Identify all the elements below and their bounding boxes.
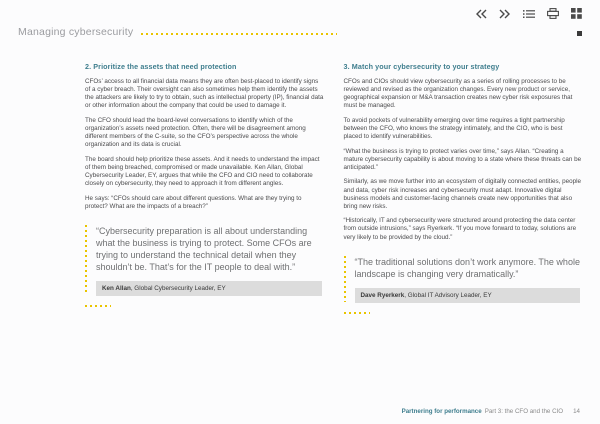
pull-quote-right — [344, 254, 583, 303]
double-chevron-right-icon[interactable] — [497, 7, 512, 20]
grid-view-icon[interactable] — [569, 7, 584, 20]
title-dotted-rule — [141, 33, 337, 35]
footer-report-title: Partnering for performance — [401, 408, 482, 415]
attribution-name: Ken Allan — [102, 284, 131, 292]
viewer-toolbar — [473, 7, 584, 20]
page-header — [18, 26, 570, 38]
quote-text: “Cybersecurity preparation is all about understanding what the business is trying to protect. Some CFOs are trying to understand the technical detail when they shouldn’t be. That’s for the IT people to deal with.” — [96, 225, 312, 272]
quote-dotted-rule — [85, 225, 87, 295]
column-left — [85, 62, 324, 314]
dotted-rule-short — [344, 312, 370, 314]
pull-quote-left — [85, 223, 324, 296]
page-title: Managing cybersecurity — [18, 26, 134, 38]
dotted-rule-short — [85, 305, 111, 307]
corner-marker — [577, 31, 582, 36]
attribution-name: Dave Ryerkerk — [360, 291, 405, 299]
footer-section-title: Part 3: the CFO and the CIO — [484, 408, 564, 415]
contents-list-icon[interactable] — [521, 7, 536, 20]
double-chevron-left-icon[interactable] — [473, 7, 488, 20]
attribution-role: , Global Cybersecurity Leader, EY — [130, 284, 226, 292]
section-heading-right: 3. Match your cybersecurity to your strategy — [343, 62, 500, 71]
quote-attribution — [355, 288, 581, 303]
attribution-role: , Global IT Advisory Leader, EY — [404, 291, 492, 299]
paragraph: CFOs’ access to all financial data means they are often best-placed to identify signs of a cyber breach. Their oversight can also sometimes help them identify the assets the attackers are likely to try to obtain, such as intellectual property (IP), financial data or other information about the company that could be used to damage it. — [85, 78, 324, 110]
paragraph: To avoid pockets of vulnerability emerging over time requires a tight partnership between the CFO, who knows the strategy intimately, and the CIO, who is best placed to identify vulnerabilities. — [343, 116, 565, 141]
paragraph: The board should help prioritize these assets. And it needs to understand the impact of them being breached, compromised or made unavailable. Ken Allan, Global Cybersecurity Leader, EY, argues that while the CFO and CIO need to collaborate closely on cybersecurity, they need to approach it from different angles. — [85, 155, 320, 188]
paragraph: “Historically, IT and cybersecurity were structured around protecting the data center from outside intrusions,” says Ryerkerk. “If you move forward to today, solutions are very likely to be provided by the cloud.” — [343, 217, 577, 241]
print-icon[interactable] — [545, 7, 560, 20]
paragraph: The CFO should lead the board-level conversations to identify which of the organization’s assets need protection. Often, there will be disagreement among different members of the C-suite, so the CFO’s perspective across the whole organization and its data is crucial. — [85, 116, 306, 149]
content-columns — [85, 62, 582, 314]
quote-attribution — [96, 281, 322, 296]
page-footer — [402, 408, 580, 415]
column-right — [344, 62, 583, 314]
page-number: 14 — [573, 408, 580, 415]
paragraph: “What the business is trying to protect varies over time,” says Allan. “Creating a mature cybersecurity capability is about moving to a state where these threats can be anticipated.” — [343, 147, 582, 171]
paragraph: CFOs and CIOs should view cybersecurity as a series of rolling processes to be reviewed and revised as the organization changes. Every new product or service, geographical expansion or M&A transaction creates new cyber risk exposures that must be managed. — [343, 78, 573, 110]
quote-dotted-rule — [344, 256, 346, 302]
section-heading-left: 2. Prioritize the assets that need protection — [85, 62, 237, 71]
quote-text: “The traditional solutions don’t work anymore. The whole landscape is changing very dramatically.” — [354, 256, 580, 279]
paragraph: Similarly, as we move further into an ecosystem of digitally connected entities, people and data, cyber risk increases and cybersecurity must adapt. Innovative digital business models and customer-facing channels create new opportunities that also bring new risks. — [343, 178, 582, 210]
paragraph: He says: “CFOs should care about different questions. What are they trying to protect? What are the impacts of a breach?” — [85, 194, 302, 210]
